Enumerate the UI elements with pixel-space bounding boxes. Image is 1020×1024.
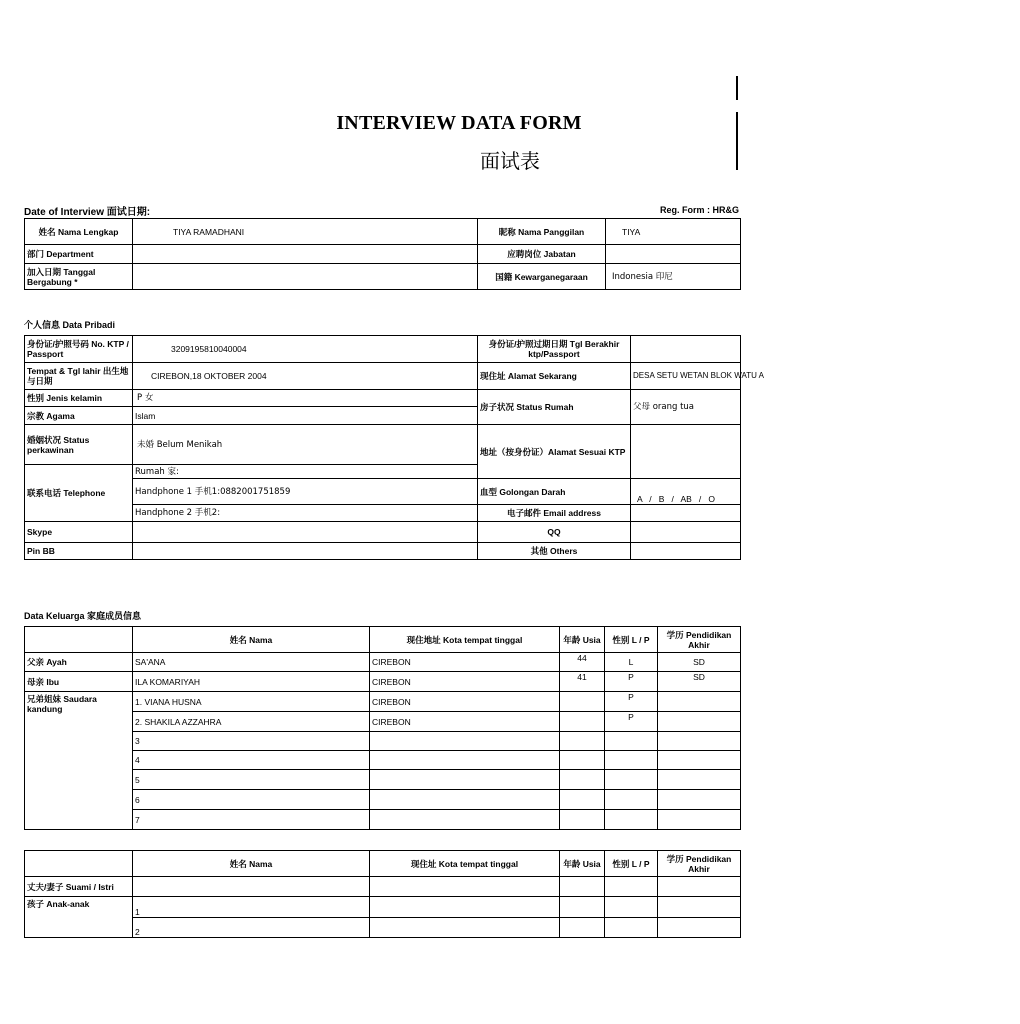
- id-expiry-label: 身份证/护照过期日期 Tgl Berakhir ktp/Passport: [478, 336, 631, 363]
- mother-sex[interactable]: P: [605, 672, 658, 692]
- spouse-header-blank: [25, 851, 133, 877]
- children-label: 孩子 Anak-anak: [25, 897, 133, 938]
- child-education[interactable]: [658, 918, 741, 938]
- sibling-sex[interactable]: [605, 790, 658, 810]
- name-label: 姓名 Nama Lengkap: [25, 219, 133, 245]
- marital-value[interactable]: 未婚 Belum Menikah: [133, 425, 478, 465]
- join-date-value[interactable]: [133, 264, 478, 290]
- position-value[interactable]: [606, 245, 741, 264]
- father-education[interactable]: SD: [658, 653, 741, 672]
- sibling-education[interactable]: [658, 712, 741, 732]
- spouse-label: 丈夫/妻子 Suami / Istri: [25, 877, 133, 897]
- sibling-label: 兄弟姐妹 Saudara kandung: [25, 692, 133, 830]
- sibling-name[interactable]: 1. VIANA HUSNA: [133, 692, 370, 712]
- child-name[interactable]: 2: [133, 918, 370, 938]
- personal-section-title: 个人信息 Data Pribadi: [24, 320, 116, 330]
- nickname-label: 昵称 Nama Panggilan: [478, 219, 606, 245]
- child-age[interactable]: [560, 897, 605, 918]
- house-status-label: 房子状况 Status Rumah: [478, 390, 631, 425]
- mother-education[interactable]: SD: [658, 672, 741, 692]
- sibling-age[interactable]: [560, 751, 605, 770]
- gender-value[interactable]: P 女: [133, 390, 478, 407]
- sibling-education[interactable]: [658, 810, 741, 830]
- id-number-label: 身份证/护照号码 No. KTP / Passport: [25, 336, 133, 363]
- sibling-sex[interactable]: [605, 810, 658, 830]
- sibling-age[interactable]: [560, 770, 605, 790]
- spouse-sex[interactable]: [605, 877, 658, 897]
- spouse-children-table: [24, 850, 741, 938]
- nationality-label: 国籍 Kewarganegaraan: [478, 264, 606, 290]
- personal-info-table: [24, 335, 764, 560]
- spouse-header-education: 学历 Pendidikan Akhir: [658, 851, 741, 877]
- sibling-name[interactable]: 6: [133, 790, 370, 810]
- father-age[interactable]: 44: [560, 653, 605, 672]
- sibling-city[interactable]: CIREBON: [370, 692, 560, 712]
- nationality-value[interactable]: Indonesia 印尼: [606, 264, 741, 290]
- religion-value[interactable]: Islam: [133, 407, 478, 425]
- family-header-city: 现住地址 Kota tempat tinggal: [370, 627, 560, 653]
- father-name[interactable]: SA'ANA: [133, 653, 370, 672]
- sibling-education[interactable]: [658, 692, 741, 712]
- email-label: 电子邮件 Email address: [478, 505, 631, 522]
- sibling-city[interactable]: [370, 790, 560, 810]
- father-label: 父亲 Ayah: [25, 653, 133, 672]
- sibling-city[interactable]: [370, 810, 560, 830]
- join-date-label: 加入日期 Tanggal Bergabung *: [25, 264, 133, 290]
- sibling-age[interactable]: [560, 810, 605, 830]
- ktp-address-label: 地址（按身份证）Alamat Sesuai KTP: [478, 425, 631, 479]
- child-age[interactable]: [560, 918, 605, 938]
- email-value[interactable]: [631, 505, 741, 522]
- mother-city[interactable]: CIREBON: [370, 672, 560, 692]
- nickname-value[interactable]: TIYA: [606, 219, 741, 245]
- mother-name[interactable]: ILA KOMARIYAH: [133, 672, 370, 692]
- child-sex[interactable]: [605, 897, 658, 918]
- id-expiry-value[interactable]: [631, 336, 741, 363]
- family-header-education: 学历 Pendidikan Akhir: [658, 627, 741, 653]
- spouse-header-city: 现住址 Kota tempat tinggal: [370, 851, 560, 877]
- sibling-city[interactable]: [370, 770, 560, 790]
- sibling-sex[interactable]: [605, 770, 658, 790]
- marital-label: 婚姻状况 Status perkawinan: [25, 425, 133, 465]
- sibling-education[interactable]: [658, 790, 741, 810]
- id-number-value[interactable]: 3209195810040004: [133, 336, 478, 363]
- address-value[interactable]: DESA SETU WETAN BLOK WATU A: [631, 363, 741, 390]
- father-sex[interactable]: L: [605, 653, 658, 672]
- spouse-header-name: 姓名 Nama: [133, 851, 370, 877]
- address-label: 现住址 Alamat Sekarang: [478, 363, 631, 390]
- family-header-name: 姓名 Nama: [133, 627, 370, 653]
- mother-label: 母亲 Ibu: [25, 672, 133, 692]
- spouse-header-age: 年龄 Usia: [560, 851, 605, 877]
- sibling-sex[interactable]: P: [605, 692, 658, 712]
- reg-form-label: Reg. Form : HR&G: [660, 205, 740, 215]
- qq-label: QQ: [478, 522, 631, 543]
- sibling-city[interactable]: [370, 751, 560, 770]
- sibling-sex[interactable]: [605, 751, 658, 770]
- phone-rumah-label[interactable]: Rumah 家:: [133, 465, 478, 479]
- pin-bb-value[interactable]: [133, 543, 478, 560]
- sibling-age[interactable]: [560, 712, 605, 732]
- date-of-interview-label: Date of Interview 面试日期:: [24, 207, 151, 218]
- phone-handphone2[interactable]: Handphone 2 手机2:: [133, 505, 478, 522]
- sibling-age[interactable]: [560, 732, 605, 751]
- birth-value[interactable]: CIREBON,18 OKTOBER 2004: [133, 363, 478, 390]
- position-label: 应聘岗位 Jabatan: [478, 245, 606, 264]
- house-status-value[interactable]: 父母 orang tua: [631, 390, 741, 425]
- sibling-city[interactable]: [370, 732, 560, 751]
- skype-label: Skype: [25, 522, 133, 543]
- basic-info-table: [24, 218, 741, 290]
- others-value[interactable]: [631, 543, 741, 560]
- religion-label: 宗教 Agama: [25, 407, 133, 425]
- sibling-age[interactable]: [560, 790, 605, 810]
- page-title: INTERVIEW DATA FORM: [336, 112, 582, 134]
- qq-value[interactable]: [631, 522, 741, 543]
- department-value[interactable]: [133, 245, 478, 264]
- sibling-education[interactable]: [658, 732, 741, 751]
- sibling-sex[interactable]: P: [605, 712, 658, 732]
- sibling-name[interactable]: 7: [133, 810, 370, 830]
- family-header-age: 年龄 Usia: [560, 627, 605, 653]
- family-header-blank: [25, 627, 133, 653]
- sibling-name[interactable]: 2. SHAKILA AZZAHRA: [133, 712, 370, 732]
- gender-label: 性别 Jenis kelamin: [25, 390, 133, 407]
- mother-age[interactable]: 41: [560, 672, 605, 692]
- blood-type-label: 血型 Golongan Darah: [478, 479, 631, 505]
- child-city[interactable]: [370, 897, 560, 918]
- spouse-name[interactable]: [133, 877, 370, 897]
- sibling-name[interactable]: 3: [133, 732, 370, 751]
- child-name[interactable]: 1: [133, 897, 370, 918]
- sibling-age[interactable]: [560, 692, 605, 712]
- skype-value[interactable]: [133, 522, 478, 543]
- sibling-name[interactable]: 4: [133, 751, 370, 770]
- sibling-sex[interactable]: [605, 732, 658, 751]
- child-city[interactable]: [370, 918, 560, 938]
- blood-type-options[interactable]: A / B / AB / O: [631, 479, 741, 505]
- spouse-education[interactable]: [658, 877, 741, 897]
- phone-handphone1[interactable]: Handphone 1 手机1:0882001751859: [133, 479, 478, 505]
- child-sex[interactable]: [605, 918, 658, 938]
- spouse-city[interactable]: [370, 877, 560, 897]
- sibling-education[interactable]: [658, 770, 741, 790]
- sibling-name[interactable]: 5: [133, 770, 370, 790]
- family-section-title: Data Keluarga 家庭成员信息: [24, 611, 142, 621]
- sibling-education[interactable]: [658, 751, 741, 770]
- page-subtitle: 面试表: [480, 149, 540, 173]
- spouse-age[interactable]: [560, 877, 605, 897]
- family-table: [24, 626, 741, 830]
- ktp-address-value[interactable]: [631, 425, 741, 479]
- telephone-label: 联系电话 Telephone: [25, 465, 133, 522]
- department-label: 部门 Department: [25, 245, 133, 264]
- name-value[interactable]: TIYA RAMADHANI: [133, 219, 478, 245]
- family-header-sex: 性别 L / P: [605, 627, 658, 653]
- pin-bb-label: Pin BB: [25, 543, 133, 560]
- sibling-city[interactable]: CIREBON: [370, 712, 560, 732]
- edge-line-top: [736, 76, 738, 100]
- father-city[interactable]: CIREBON: [370, 653, 560, 672]
- birth-label: Tempat & Tgl lahir 出生地与日期: [25, 363, 133, 390]
- child-education[interactable]: [658, 897, 741, 918]
- others-label: 其他 Others: [478, 543, 631, 560]
- spouse-header-sex: 性别 L / P: [605, 851, 658, 877]
